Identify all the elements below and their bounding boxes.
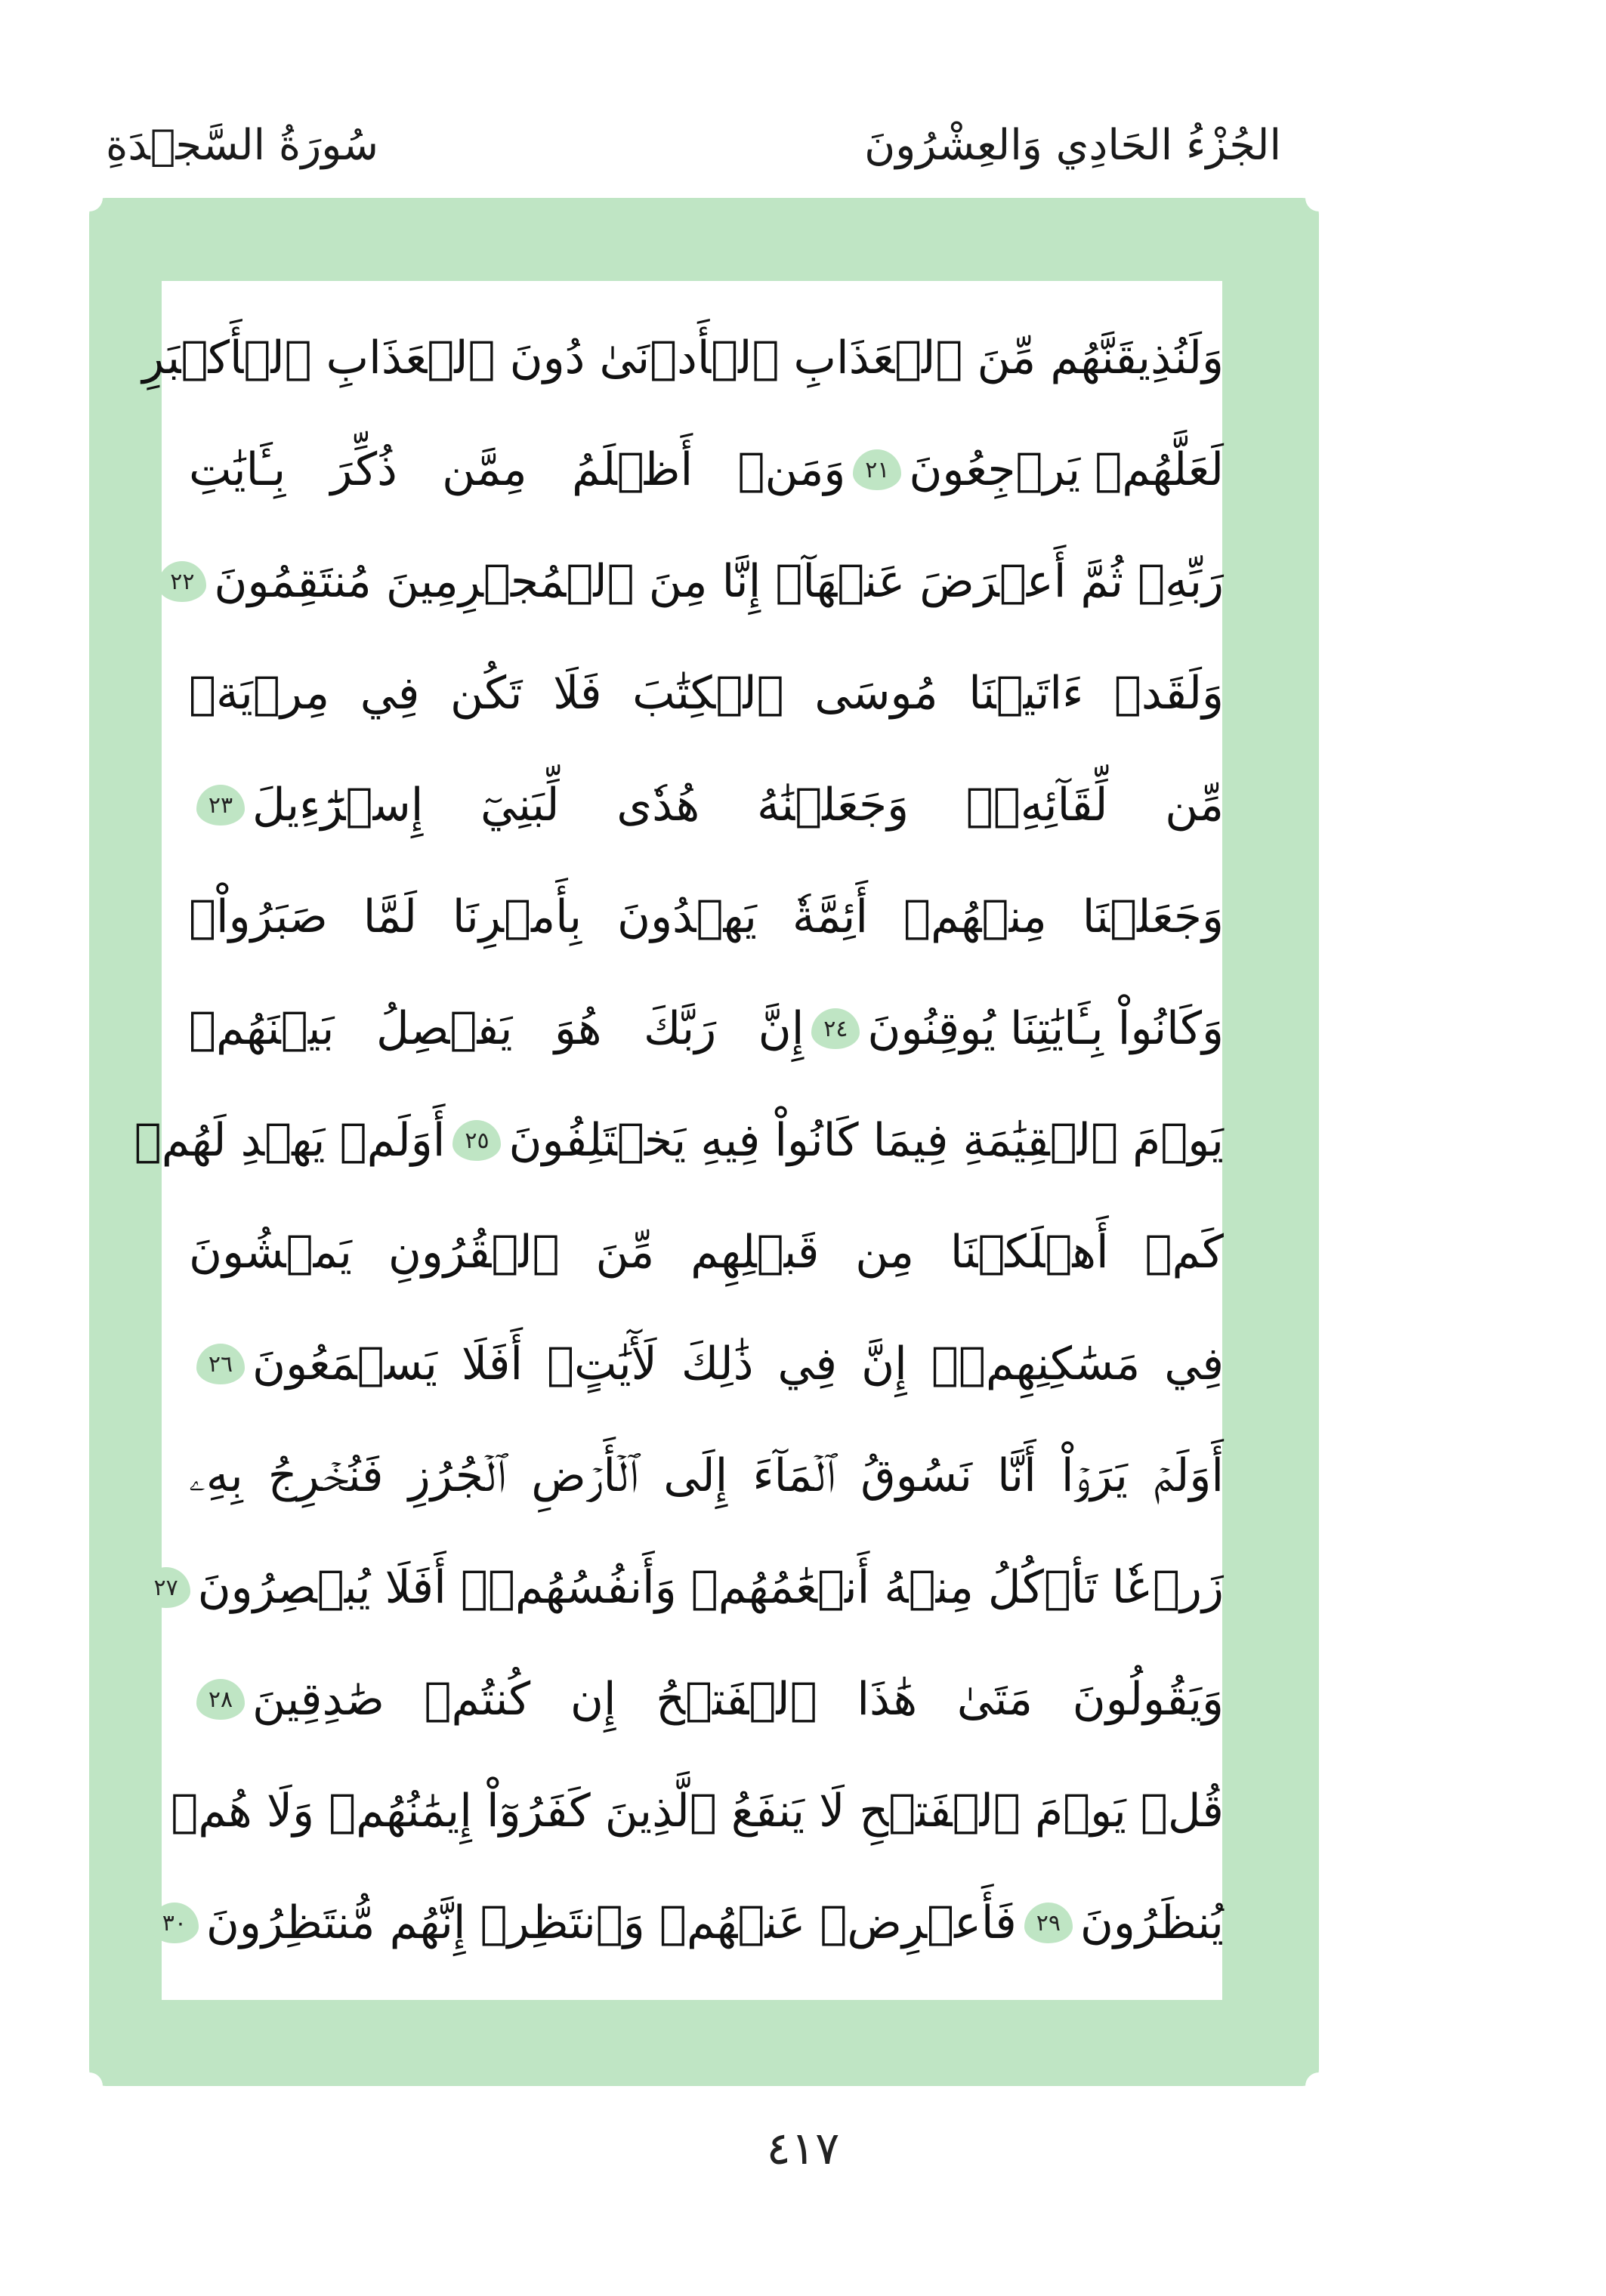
surah-title: سُورَةُ السَّجۡدَةِ — [106, 121, 379, 170]
verse-line: وَيَقُولُونَ مَتَىٰ هَٰذَا ٱلۡفَتۡحُ إِن كُنتُمۡ صَٰدِقِينَ ٢٨ — [189, 1643, 1224, 1755]
page-number: ٤١٧ — [766, 2122, 840, 2175]
ayah-marker: ٣٠ — [150, 1903, 199, 1943]
verse-line: مِّن لِّقَآئِهِۦۖ وَجَعَلۡنَٰهُ هُدٗى لِّبَنِيٓ إِسۡرَٰٓءِيلَ ٢٣ — [189, 749, 1224, 861]
ayah-marker: ٢٦ — [196, 1344, 245, 1384]
ayah-marker: ٢١ — [853, 449, 901, 490]
verse-line: يُنظَرُونَ ٢٩ فَأَعۡرِضۡ عَنۡهُمۡ وَٱنتَظِرۡ إِنَّهُم مُّنتَظِرُونَ ٣٠ — [189, 1867, 1224, 1979]
verse-line: يَوۡمَ ٱلۡقِيَٰمَةِ فِيمَا كَانُواْ فِيهِ يَخۡتَلِفُونَ ٢٥ أَوَلَمۡ يَهۡدِ لَهُمۡ — [134, 1114, 1224, 1167]
verse-line: فِي مَسَٰكِنِهِمۡۚ إِنَّ فِي ذَٰلِكَ لَأٓيَٰتٍۚ أَفَلَا يَسۡمَعُونَ ٢٦ — [189, 1308, 1224, 1420]
ayah-marker: ٢٧ — [142, 1567, 190, 1608]
verse-line: وَلَنُذِيقَنَّهُم مِّنَ ٱلۡعَذَابِ ٱلۡأَدۡنَىٰ دُونَ ٱلۡعَذَابِ ٱلۡأَكۡبَرِ — [142, 332, 1224, 384]
verse-line: رَبِّهِۦ ثُمَّ أَعۡرَضَ عَنۡهَآۚ إِنَّا مِنَ ٱلۡمُجۡرِمِينَ مُنتَقِمُونَ ٢٢ — [189, 526, 1224, 637]
ayah-marker: ٢٤ — [811, 1008, 860, 1049]
juz-title: الجُزْءُ الحَادِي وَالعِشْرُونَ — [864, 121, 1281, 170]
verse-line: قُلۡ يَوۡمَ ٱلۡفَتۡحِ لَا يَنفَعُ ٱلَّذِينَ كَفَرُوٓاْ إِيمَٰنُهُمۡ وَلَا هُمۡ — [171, 1785, 1224, 1838]
verse-lines — [134, 302, 1224, 1979]
verse-line: أَوَلَمۡ يَرَوۡاْ أَنَّا نَسُوقُ ٱلۡمَآءَ إِلَى ٱلۡأَرۡضِ ٱلۡجُرُزِ فَنُخۡرِجُ بِهِۦ — [189, 1449, 1224, 1502]
verse-line: زَرۡعٗا تَأۡكُلُ مِنۡهُ أَنۡعَٰمُهُمۡ وَأَنفُسُهُمۡۚ أَفَلَا يُبۡصِرُونَ ٢٧ — [189, 1532, 1224, 1643]
verse-line: لَعَلَّهُمۡ يَرۡجِعُونَ ٢١ وَمَنۡ أَظۡلَمُ مِمَّن ذُكِّرَ بِـَٔايَٰتِ — [189, 443, 1224, 496]
verse-line: وَكَانُواْ بِـَٔايَٰتِنَا يُوقِنُونَ ٢٤ إِنَّ رَبَّكَ هُوَ يَفۡصِلُ بَيۡنَهُمۡ — [189, 1002, 1224, 1055]
ayah-marker: ٢٣ — [196, 785, 245, 826]
verse-line: كَمۡ أَهۡلَكۡنَا مِن قَبۡلِهِم مِّنَ ٱلۡقُرُونِ يَمۡشُونَ — [189, 1226, 1224, 1279]
ayah-marker: ٢٢ — [158, 561, 206, 602]
ayah-marker: ٢٩ — [1024, 1903, 1073, 1943]
ayah-marker: ٢٥ — [452, 1120, 501, 1161]
ayah-marker: ٢٨ — [196, 1679, 245, 1720]
verse-line: وَلَقَدۡ ءَاتَيۡنَا مُوسَى ٱلۡكِتَٰبَ فَلَا تَكُن فِي مِرۡيَةٖ — [189, 667, 1224, 720]
verse-line: وَجَعَلۡنَا مِنۡهُمۡ أَئِمَّةٗ يَهۡدُونَ بِأَمۡرِنَا لَمَّا صَبَرُواْۖ — [189, 890, 1224, 943]
